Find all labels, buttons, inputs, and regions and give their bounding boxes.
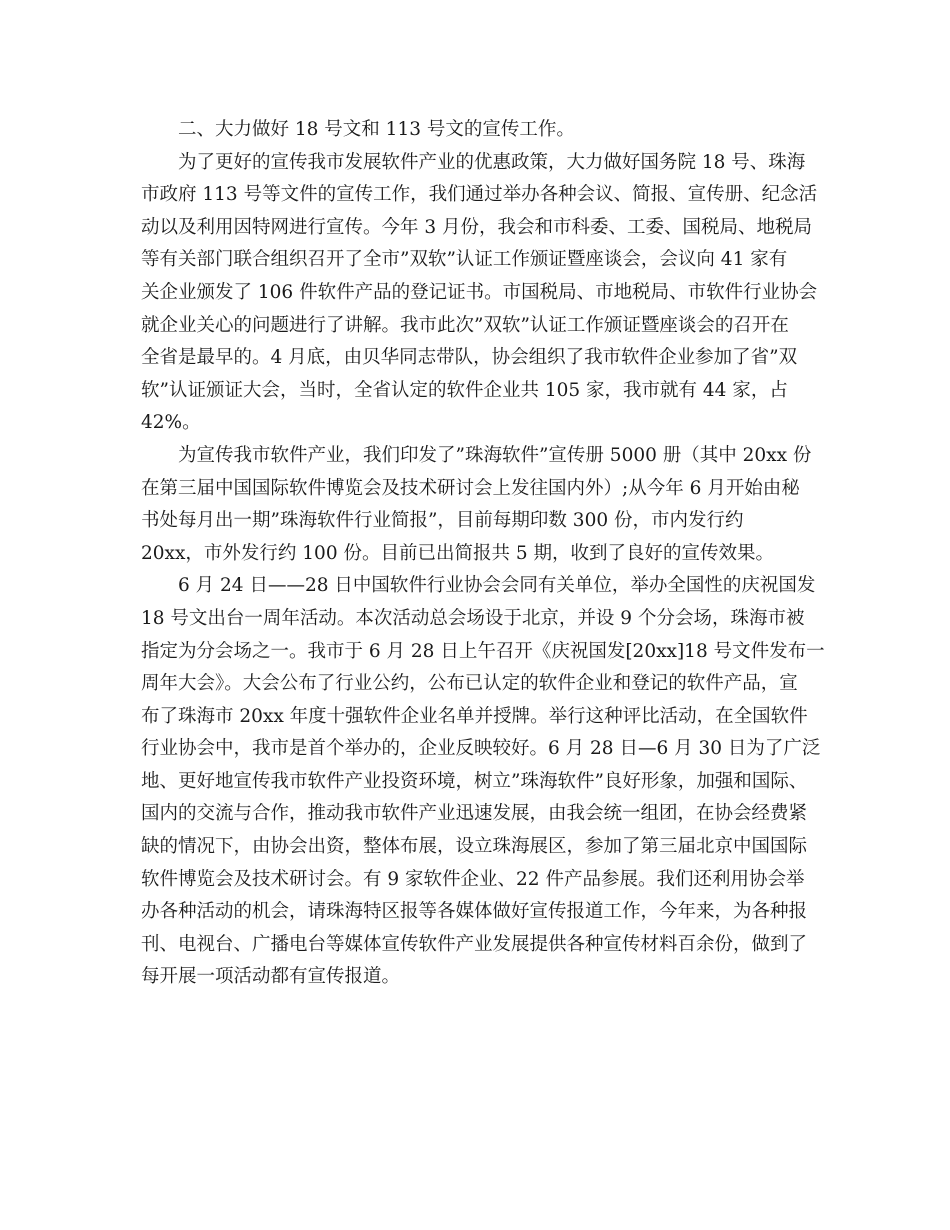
text-line: 缺的情况下，由协会出资，整体布展，设立珠海展区，参加了第三届北京中国国际 bbox=[141, 836, 808, 858]
text-line: 等有关部门联合组织召开了全市”双软”认证工作颁证暨座谈会，会议向 41 家有 bbox=[141, 249, 788, 271]
text-line: 市政府 113 号等文件的宣传工作，我们通过举办各种会议、简报、宣传册、纪念活 bbox=[141, 184, 818, 206]
text-line: 为宣传我市软件产业，我们印发了”珠海软件”宣传册 5000 册（其中 20xx 份 bbox=[178, 444, 812, 466]
text-line: 每开展一项活动都有宣传报道。 bbox=[141, 966, 401, 988]
text-line: 6 月 24 日——28 日中国软件行业协会会同有关单位，举办全国性的庆祝国发 bbox=[178, 575, 816, 597]
text-line: 18 号文出台一周年活动。本次活动总会场设于北京，并设 9 个分会场，珠海市被 bbox=[141, 607, 805, 629]
text-line: 20xx，市外发行约 100 份。目前已出简报共 5 期，收到了良好的宣传效果。 bbox=[141, 542, 775, 564]
text-line: 动以及利用因特网进行宣传。今年 3 月份，我会和市科委、工委、国税局、地税局 bbox=[141, 216, 813, 238]
document-body bbox=[141, 114, 831, 994]
text-line: 软件博览会及技术研讨会。有 9 家软件企业、22 件产品参展。我们还利用协会举 bbox=[141, 868, 805, 890]
text-line: 在第三届中国国际软件博览会及技术研讨会上发往国内外）;从今年 6 月开始由秘 bbox=[141, 477, 800, 499]
text-line: 办各种活动的机会，请珠海特区报等各媒体做好宣传报道工作，今年来，为各种报 bbox=[141, 901, 808, 923]
text-line: 指定为分会场之一。我市于 6 月 28 日上午召开《庆祝国发[20xx]18 号文件发布一 bbox=[141, 640, 825, 662]
text-line: 二、大力做好 18 号文和 113 号文的宣传工作。 bbox=[178, 119, 575, 140]
text-line: 地、更好地宣传我市软件产业投资环境，树立”珠海软件”良好形象，加强和国际、 bbox=[141, 770, 808, 792]
text-line: 布了珠海市 20xx 年度十强软件企业名单并授牌。举行这种评比活动，在全国软件 bbox=[141, 705, 808, 727]
text-line: 关企业颁发了 106 件软件产品的登记证书。市国税局、市地税局、市软件行业协会 bbox=[141, 281, 818, 303]
text-line: 国内的交流与合作，推动我市软件产业迅速发展，由我会统一组团，在协会经费紧 bbox=[141, 803, 808, 825]
text-line: 软”认证颁证大会，当时，全省认定的软件企业共 105 家，我市就有 44 家，占 bbox=[141, 379, 788, 401]
text-line: 行业协会中，我市是首个举办的，企业反映较好。6 月 28 日—6 月 30 日为了广泛 bbox=[141, 738, 821, 760]
text-line: 周年大会》。大会公布了行业公约，公布已认定的软件企业和登记的软件产品，宣 bbox=[141, 673, 798, 695]
text-line: 刊、电视台、广播电台等媒体宣传软件产业发展提供各种宣传材料百余份，做到了 bbox=[141, 933, 808, 955]
text-line: 为了更好的宣传我市发展软件产业的优惠政策，大力做好国务院 18 号、珠海 bbox=[178, 151, 806, 173]
text-line: 42%。 bbox=[141, 412, 201, 434]
text-line: 就企业关心的问题进行了讲解。我市此次”双软”认证工作颁证暨座谈会的召开在 bbox=[141, 314, 789, 336]
text-line: 全省是最早的。4 月底，由贝华同志带队，协会组织了我市软件企业参加了省”双 bbox=[141, 347, 798, 369]
text-line: 书处每月出一期”珠海软件行业简报”，目前每期印数 300 份，市内发行约 bbox=[141, 510, 744, 532]
